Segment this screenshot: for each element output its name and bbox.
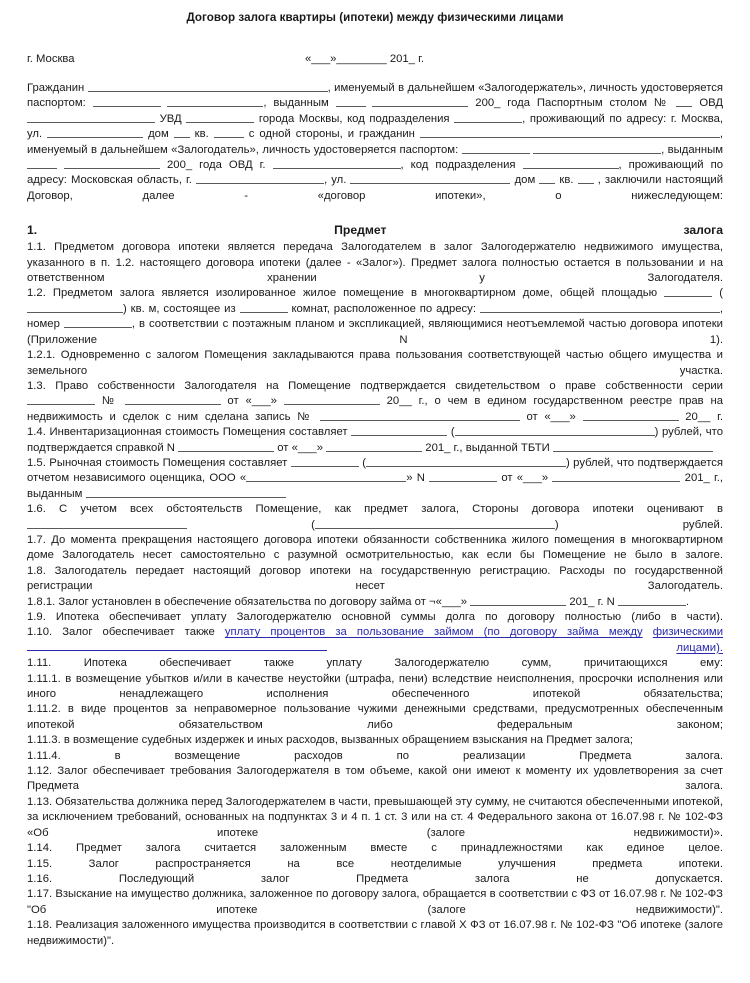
blank-borrower-flat[interactable] xyxy=(578,173,594,184)
blank-lender-ovd[interactable] xyxy=(27,112,155,123)
clause-1-9: 1.9. Ипотека обеспечивает уплату Залогодержателю основной суммы долга по договору полностью (либо в части). xyxy=(27,611,723,623)
clause-1-11-4: 1.11.4. в возмещение расходов по реализации Предмета залога. xyxy=(27,749,723,762)
blank-certificate-number[interactable] xyxy=(125,394,221,405)
clause-1-3 xyxy=(27,379,723,425)
blank-borrower-house[interactable] xyxy=(539,173,555,184)
clause-1-14: 1.14. Предмет залога считается заложенным вместе с принадлежностями как единое целое. xyxy=(27,842,723,855)
preamble-seg-11: с одной стороны, и гражданин xyxy=(248,128,415,141)
blank-loan-agreement-month[interactable] xyxy=(470,595,566,606)
clause-1-2-seg-b: ( xyxy=(719,287,724,300)
clause-1-6-seg-b: ( xyxy=(311,518,315,531)
date-blank: «___»________ 201_ г. xyxy=(305,53,424,65)
clause-1-18: 1.18. Реализация заложенного имущества производится в соответствии с главой X ФЗ от 16.07.98 г. № 102-ФЗ "Об ипотеке (залоге недвижимости)". xyxy=(27,919,723,947)
preamble-seg-4: 200_ года Паспортным столом № xyxy=(475,97,670,110)
clause-1-7: 1.7. До момента прекращения настоящего договора ипотеки обязанности собственника жилого помещения в многоквартирном доме Залогодатель несет самостоятельно с разумной осмотрительностью, как если бы Помещение не было в залоге. xyxy=(27,533,723,562)
clause-1-2-seg-f: , в соответствии с поэтажным планом и экспликацией, являющимися неотъемлемой частью договора ипотеки (Приложение N 1). xyxy=(27,318,723,346)
clause-1-1: 1.1. Предметом договора ипотеки является передача Залогодателем в залог Залогодержателю недвижимого имущества, указанного в п. 1.2. настоящего договора ипотеки (далее - «Залог»). Предмет залога полностью остается в пользовании и на ответственном хранении у Залогодателя. xyxy=(27,241,723,285)
blank-borrower-division-code[interactable] xyxy=(523,158,619,169)
preamble-seg-3: , выданным xyxy=(263,97,329,110)
preamble-seg-2: , именуемый в дальнейшем «Залогодержатель», личность удостоверяется паспортом: xyxy=(27,82,724,110)
preamble-seg-8: , проживающий по адресу: г. Москва, ул. xyxy=(27,112,724,141)
date-location-bar xyxy=(27,52,723,67)
clause-1-8-1 xyxy=(27,595,723,610)
clause-1-3-seg-f: 20__ г. xyxy=(685,410,724,423)
preamble-seg-5: ОВД xyxy=(699,97,724,110)
clause-1-4-seg-c: ) рублей, что подтверждается справкой N xyxy=(27,426,723,454)
clause-1-2 xyxy=(27,286,723,348)
clause-1-10 xyxy=(27,625,723,656)
clause-1-5-seg-c: ) рублей, что подтверждается отчетом независимого оценщика, ООО « xyxy=(27,456,724,485)
page-title: Договор залога квартиры (ипотеки) между физическими лицами xyxy=(186,11,564,24)
clause-1-11-2: 1.11.2. в виде процентов за неправомерное пользование чужими денежными средствами, предусмотренных обеспеченным ипотекой обязательством либо федеральным законом; xyxy=(27,703,723,731)
clause-1-2-seg-d: комнат, расположенное по адресу: xyxy=(291,302,476,315)
blank-inventory-value-digits[interactable] xyxy=(351,425,447,436)
clause-1-6-seg-a: 1.6. С учетом всех обстоятельств Помещение, как предмет залога, Стороны договора ипотеки оценивают в xyxy=(27,503,723,516)
blank-inventory-certificate-no[interactable] xyxy=(178,441,274,452)
clause-1-2-seg-a: 1.2. Предметом залога является изолированное жилое помещение в многоквартирном доме, общей площадью xyxy=(27,287,658,300)
blank-market-value-words[interactable] xyxy=(366,456,566,467)
clause-1-13: 1.13. Обязательства должника перед Залогодержателем в части, превышающей эту сумму, не считаются обеспеченными ипотекой, за исключением требований, основанных на подпунктах 3 и 4 п. 1 ст. 3 или на ст. 4 Федерального закона от 16.07.98 г. № 102-ФЗ «Об ипотеке (залоге недвижимости)». xyxy=(27,795,723,839)
blank-borrower-passport-series[interactable] xyxy=(462,143,530,154)
clause-1-2-seg-e: , номер xyxy=(27,302,723,331)
clause-1-8-1-seg-c: . xyxy=(685,595,690,608)
clause-1-3-seg-d: 20__ г., о чем в едином государственном реестре прав на недвижимость и сделок с ним сделана запись № xyxy=(27,395,724,423)
preamble-seg-7: города Москвы, код подразделения xyxy=(258,112,450,125)
preamble-seg-14: 200_ года ОВД г. xyxy=(167,159,266,172)
preamble-seg-18: дом xyxy=(514,174,536,187)
clause-1-4-seg-a: 1.4. Инвентаризационная стоимость Помещения составляет xyxy=(27,426,348,439)
blank-agreed-value-digits[interactable] xyxy=(27,518,187,529)
blank-borrower-passport-number[interactable] xyxy=(533,143,661,154)
clause-1-5-seg-d: » N xyxy=(406,472,425,485)
blank-lender-issue-day[interactable] xyxy=(336,96,366,107)
preamble-seg-16: , проживающий по адресу: Московская область, г. xyxy=(27,159,724,187)
clause-1-8-1-seg-a: 1.8.1. Залог установлен в обеспечение обязательства по договору займа от ¬«___» xyxy=(27,595,468,608)
preamble-seg-20: , заключили настоящий Договор, далее - «договор ипотеки», о нижеследующем: xyxy=(27,174,723,202)
blank-lender-issue-month[interactable] xyxy=(372,96,468,107)
blank-certificate-month[interactable] xyxy=(284,394,380,405)
blank-lender-passport-office-no[interactable] xyxy=(676,96,692,107)
clause-1-10-prefix: 1.10. Залог обеспечивает также xyxy=(27,626,225,639)
clause-1-8: 1.8. Залогодатель передает настоящий договор ипотеки на государственную регистрацию. Расходы по государственной регистрации несет Залогодатель. xyxy=(27,564,723,593)
blank-lender-street[interactable] xyxy=(47,127,143,138)
blank-lender-passport-series[interactable] xyxy=(93,96,161,107)
clause-1-8-1-seg-b: 201_ г. N xyxy=(569,595,615,608)
blank-lender-flat[interactable] xyxy=(214,127,244,138)
clause-1-2-seg-c: ) кв. м, состоящее из xyxy=(123,302,236,315)
clause-1-6-seg-c: ) рублей. xyxy=(554,518,723,531)
preamble-seg-9: дом xyxy=(148,128,169,141)
link-underline-filler xyxy=(27,650,327,651)
clause-1-15: 1.15. Залог распространяется на все неотделимые улучшения предмета ипотеки. xyxy=(27,857,723,870)
clause-1-17: 1.17. Взыскание на имущество должника, заложенное по договору залога, обращается в соответствии с ФЗ от 16.07.98 г. № 102-ФЗ "Об ипотеке (залоге недвижимости)". xyxy=(27,888,723,916)
blank-lender-name[interactable] xyxy=(88,81,328,92)
blank-property-number[interactable] xyxy=(64,317,132,328)
section-1-title-part2: залога xyxy=(683,223,723,238)
blank-appraisal-report-no[interactable] xyxy=(429,471,497,482)
clause-1-6 xyxy=(27,502,723,533)
blank-rooms-count[interactable] xyxy=(240,302,288,313)
preamble-seg-17: , ул. xyxy=(324,174,347,187)
blank-borrower-ovd-city[interactable] xyxy=(273,158,401,169)
blank-borrower-street[interactable] xyxy=(350,173,510,184)
clause-1-3-seg-c: от «___» xyxy=(227,395,277,408)
blank-property-address[interactable] xyxy=(480,302,720,313)
clause-1-5-seg-e: от «___» xyxy=(501,472,549,485)
blank-total-area-words[interactable] xyxy=(27,302,123,313)
clause-1-5-seg-f: 201_ г., выданным xyxy=(27,472,724,500)
blank-borrower-city[interactable] xyxy=(196,173,324,184)
clause-1-12: 1.12. Залог обеспечивает требования Залогодержателя в том объеме, какой они имеют к моменту их удовлетворения за счет Предмета залога. xyxy=(27,765,723,793)
clause-1-4 xyxy=(27,425,723,456)
blank-lender-division-code[interactable] xyxy=(454,112,522,123)
section-1-title-part1: Предмет xyxy=(334,223,387,238)
blank-certificate-series[interactable] xyxy=(27,394,95,405)
blank-lender-passport-number[interactable] xyxy=(167,96,263,107)
blank-total-area[interactable] xyxy=(664,286,712,297)
preamble-seg-12: , именуемый в дальнейшем «Залогодатель», личность удостоверяется паспортом: xyxy=(27,128,724,156)
section-1-heading xyxy=(27,222,723,239)
clause-1-2-1: 1.2.1. Одновременно с залогом Помещения закладываются права пользования соответствующей частью общего имущества и земельного участка. xyxy=(27,349,723,377)
clause-1-5 xyxy=(27,456,723,502)
clause-1-5-seg-b: ( xyxy=(362,456,366,469)
clause-1-16: 1.16. Последующий залог Предмета залога не допускается. xyxy=(27,872,723,885)
blank-registry-record-month[interactable] xyxy=(583,410,679,421)
clause-1-4-seg-b: ( xyxy=(450,426,455,439)
preamble-seg-19: кв. xyxy=(559,174,574,187)
clause-1-4-seg-d: от «___» xyxy=(277,441,323,454)
interest-payment-link-cont[interactable]: физическими xyxy=(652,626,724,639)
city-label: г. Москва xyxy=(27,53,75,65)
preamble-paragraph xyxy=(27,81,723,204)
blank-borrower-issue-month[interactable] xyxy=(64,158,160,169)
clause-1-11-1: 1.11.1. в возмещение убытков и/или в качестве неустойки (штрафа, пени) вследствие неисполнения, просрочки исполнения или иного ненадлежащего исполнения обеспеченного ипотекой обязательства; xyxy=(27,672,723,701)
clause-1-11: 1.11. Ипотека обеспечивает также уплату Залогодержателю сумм, причитающихся ему: xyxy=(27,657,723,670)
clause-1-5-seg-a: 1.5. Рыночная стоимость Помещения составляет xyxy=(27,456,288,469)
clause-1-4-seg-e: 201_ г., выданной ТБТИ xyxy=(425,441,550,454)
interest-payment-link[interactable]: уплату процентов за пользование займом (по договору займа между xyxy=(224,626,643,639)
section-1-number: 1. xyxy=(27,223,38,238)
blank-appraiser-name[interactable] xyxy=(246,471,406,482)
blank-lender-house[interactable] xyxy=(174,127,190,138)
preamble-seg-6: УВД xyxy=(159,112,182,125)
blank-appraisal-month[interactable] xyxy=(552,471,680,482)
blank-borrower-name[interactable] xyxy=(420,127,720,138)
preamble-seg-1: Гражданин xyxy=(27,82,85,94)
blank-inventory-certificate-month[interactable] xyxy=(326,441,422,452)
clause-1-11-3: 1.11.3. в возмещение судебных издержек и иных расходов, вызванных обращением взыскания на Предмет залога; xyxy=(27,734,633,747)
interest-payment-link-end[interactable]: лицами). xyxy=(676,641,723,654)
clause-1-3-seg-b: № xyxy=(101,395,118,408)
blank-loan-agreement-number[interactable] xyxy=(618,595,686,606)
blank-tbti-name[interactable] xyxy=(553,441,713,452)
blank-market-value-digits[interactable] xyxy=(291,456,359,467)
clause-1-3-seg-e: от «___» xyxy=(526,410,576,423)
blank-registry-record-number[interactable] xyxy=(320,410,520,421)
clause-1-3-seg-a: 1.3. Право собственности Залогодателя на Помещение подтверждается свидетельством о праве собственности серии xyxy=(27,379,723,392)
preamble-seg-15: , код подразделения xyxy=(400,159,516,172)
blank-appraisal-issuer[interactable] xyxy=(86,487,286,498)
blank-lender-uvd[interactable] xyxy=(186,112,254,123)
blank-agreed-value-words[interactable] xyxy=(315,518,555,529)
blank-borrower-issue-day[interactable] xyxy=(27,158,57,169)
blank-inventory-value-words[interactable] xyxy=(455,425,655,436)
preamble-seg-10: кв. xyxy=(194,128,209,141)
preamble-seg-13: , выданным xyxy=(661,143,723,156)
